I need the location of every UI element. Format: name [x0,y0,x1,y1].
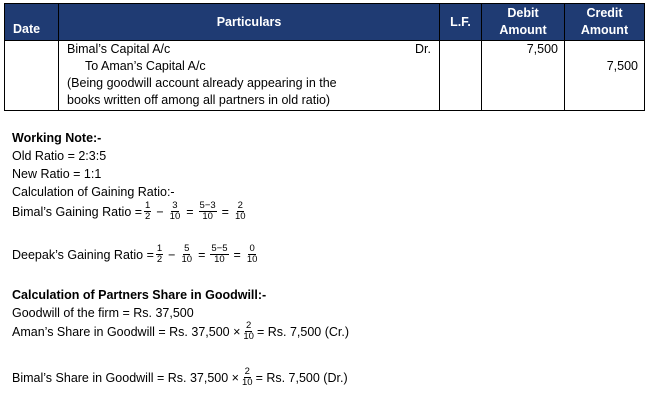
credit-header-line2: Amount [580,23,629,37]
aman-share-suffix: = Rs. 7,500 (Cr.) [256,324,350,339]
narration-line-2: books written off among all partners in old ratio) [67,93,331,107]
fraction: $\frac{1}{2}$ [145,200,151,222]
fraction: $\frac{1}{2}$ [156,243,163,265]
old-ratio: Old Ratio = 2:3:5 [12,149,107,163]
aman-share-prefix: Aman’s Share in Goodwill = Rs. 37,500 × [12,324,241,339]
debit-amount-cell [482,41,565,111]
debit-header-line1: Debit [507,6,539,20]
journal-entry-table [4,3,645,111]
debit-header-line2: Amount [499,23,547,37]
credit-header-line1: Credit [586,6,623,20]
fraction: $\frac{2}{10}$ [243,320,254,342]
table-header-row [5,4,645,41]
lf-header: L.F. [440,4,482,41]
goodwill-of-firm: Goodwill of the firm = Rs. 37,500 [12,306,194,320]
new-ratio: New Ratio = 1:1 [12,167,102,181]
table-row [5,41,645,111]
deepak-gaining-ratio: Deepak’s Gaining Ratio = $\frac{1}{2}$ − $\frac{5}{10}$ = $\frac{5-5}{10}$ = $\frac{0}{10}$ [12,243,258,265]
bimal-share-suffix: = Rs. 7,500 (Dr.) [255,370,348,385]
fraction: $\frac{0}{10}$ [246,243,258,265]
fraction: $\frac{5}{10}$ [181,243,193,265]
fraction: $\frac{5-5}{10}$ [211,243,228,265]
working-note-heading: Working Note:- [12,131,102,145]
debit-account: Bimal’s Capital A/c [67,42,171,56]
bimal-share-prefix: Bimal’s Share in Goodwill = Rs. 37,500 × [12,370,239,385]
particulars-header: Particulars [59,4,440,41]
gaining-ratio-heading: Calculation of Gaining Ratio:- [12,185,175,199]
bimal-gaining-ratio: Bimal’s Gaining Ratio = $\frac{1}{2}$ − $\frac{3}{10}$ = $\frac{5-3}{10}$ = $\frac{2}{10}$ [12,200,246,222]
fraction: $\frac{3}{10}$ [169,200,181,222]
narration-line-1: (Being goodwill account already appearing in the [67,76,337,90]
aman-share [12,321,349,342]
goodwill-share-heading: Calculation of Partners Share in Goodwill:- [12,288,267,302]
debit-amount: 7,500 [526,42,558,56]
bimal-gaining-label: Bimal’s Gaining Ratio = [12,204,143,219]
credit-amount-cell [565,41,645,111]
credit-account: To Aman’s Capital A/c [85,59,206,73]
particulars-cell [59,41,440,111]
fraction: $\frac{5-3}{10}$ [199,200,216,222]
bimal-share [12,367,348,388]
date-header: Date [5,4,59,41]
date-cell [5,41,59,111]
fraction: $\frac{2}{10}$ [241,366,253,388]
fraction: $\frac{2}{10}$ [234,200,246,222]
dr-label: Dr. [415,42,431,56]
lf-cell [440,41,482,111]
credit-amount: 7,500 [606,59,638,73]
credit-amount-header [565,4,645,41]
debit-amount-header [482,4,565,41]
deepak-gaining-label: Deepak’s Gaining Ratio = [12,247,154,262]
